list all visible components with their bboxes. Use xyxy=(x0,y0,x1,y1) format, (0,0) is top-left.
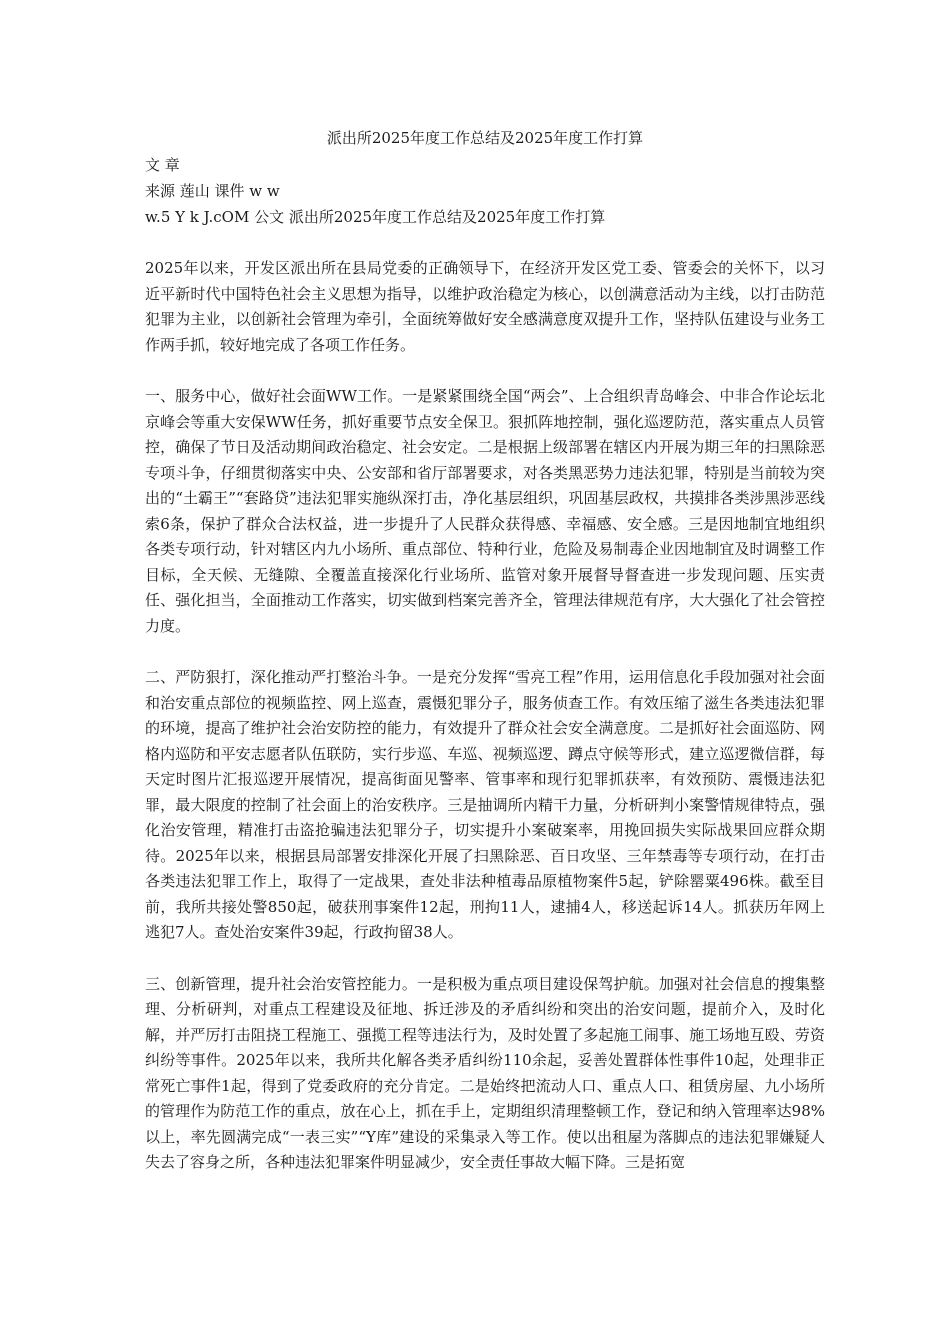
paragraph-section-1: 一、服务中心，做好社会面WW工作。一是紧紧围绕全国“两会”、上合组织青岛峰会、中非合作论坛北京峰会等重大安保WW任务，抓好重要节点安全保卫。狠抓阵地控制，强化巡逻防范，落实重点人员管控，确保了节日及活动期间政治稳定、社会安定。二是根据上级部署在辖区内开展为期三年的扫黑除恶专项斗争，仔细贯彻落实中央、公安部和省厅部署要求，对各类黑恶势力违法犯罪，特别是当前较为突出的“土霸王”“套路贷”违法犯罪实施纵深打击，净化基层组织，巩固基层政权，共摸排各类涉黑涉恶线索6条，保护了群众合法权益，进一步提升了人民群众获得感、幸福感、安全感。三是因地制宜地组织各类专项行动，针对辖区内九小场所、重点部位、特种行业，危险及易制毒企业因地制宜及时调整工作目标，全天候、无缝隙、全覆盖直接深化行业场所、监管对象开展督导督查进一步发现问题、压实责任、强化担当，全面推动工作落实，切实做到档案完善齐全，管理法律规范有序，大大强化了社会管控力度。 xyxy=(145,387,825,635)
meta-line-source: 来源 莲山 课件 w w xyxy=(145,182,280,200)
document-page xyxy=(145,126,825,1202)
paragraph-intro: 2025年以来，开发区派出所在县局党委的正确领导下，在经济开发区党工委、管委会的关怀下，以习近平新时代中国特色社会主义思想为指导，以维护政治稳定为核心，以创满意活动为主线，以打击防范犯罪为主业，以创新社会管理为牵引，全面统筹做好安全感满意度双提升工作，坚持队伍建设与业务工作两手抓，较好地完成了各项工作任务。 xyxy=(145,259,825,354)
meta-line-category: 文 章 xyxy=(145,156,180,174)
paragraph-section-3: 三、创新管理，提升社会治安管控能力。一是积极为重点项目建设保驾护航。加强对社会信息的搜集整理、分析研判，对重点工程建设及征地、拆迁涉及的矛盾纠纷和突出的治安问题，提前介入，及时化解，并严厉打击阻挠工程施工、强揽工程等违法行为，及时处置了多起施工闹事、施工场地互殴、劳资纠纷等事件。2025年以来，我所共化解各类矛盾纠纷110余起，妥善处置群体性事件10起，处理非正常死亡事件1起，得到了党委政府的充分肯定。二是始终把流动人口、重点人口、租赁房屋、九小场所的管理作为防范工作的重点，放在心上，抓在手上，定期组织清理整顿工作，登记和纳入管理率达98%以上，率先圆满完成“一表三实”“Y库”建设的采集录入等工作。使以出租屋为落脚点的违法犯罪嫌疑人失去了容身之所，各种违法犯罪案件明显减少，安全责任事故大幅下降。三是拓宽 xyxy=(145,974,825,1171)
spacer xyxy=(145,230,825,256)
paragraph-section-2: 二、严防狠打，深化推动严打整治斗争。一是充分发挥“雪亮工程”作用，运用信息化手段加强对社会面和治安重点部位的视频监控、网上巡查，震慑犯罪分子，服务侦查工作。有效压缩了滋生各类违法犯罪的环境，提高了维护社会治安防控的能力，有效提升了群众社会安全满意度。二是抓好社会面巡防、网格内巡防和平安志愿者队伍联防，实行步巡、车巡、视频巡逻、蹲点守候等形式，建立巡逻微信群，每天定时图片汇报巡逻开展情况，提高街面见警率、管事率和现行犯罪抓获率，有效预防、震慑违法犯罪，最大限度的控制了社会面上的治安秩序。三是抽调所内精干力量，分析研判小案警情规律特点，强化治安管理，精准打击盗抢骗违法犯罪分子，切实提升小案破案率，用挽回损失实际战果回应群众期待。2025年以来，根据县局部署安排深化开展了扫黑除恶、百日攻坚、三年禁毒等专项行动，在打击各类违法犯罪工作上，取得了一定战果，查处非法种植毒品原植物案件5起，铲除罂粟496株。截至目前，我所共接处警850起，破获刑事案件12起，刑拘11人，逮捕4人，移送起诉14人。抓获历年网上逃犯7人。查处治安案件39起，行政拘留38人。 xyxy=(145,668,825,941)
document-title: 派出所2025年度工作总结及2025年度工作打算 xyxy=(326,129,644,147)
meta-line-site: w.5 Y k J.cOM 公文 派出所2025年度工作总结及2025年度工作打算 xyxy=(145,208,606,226)
